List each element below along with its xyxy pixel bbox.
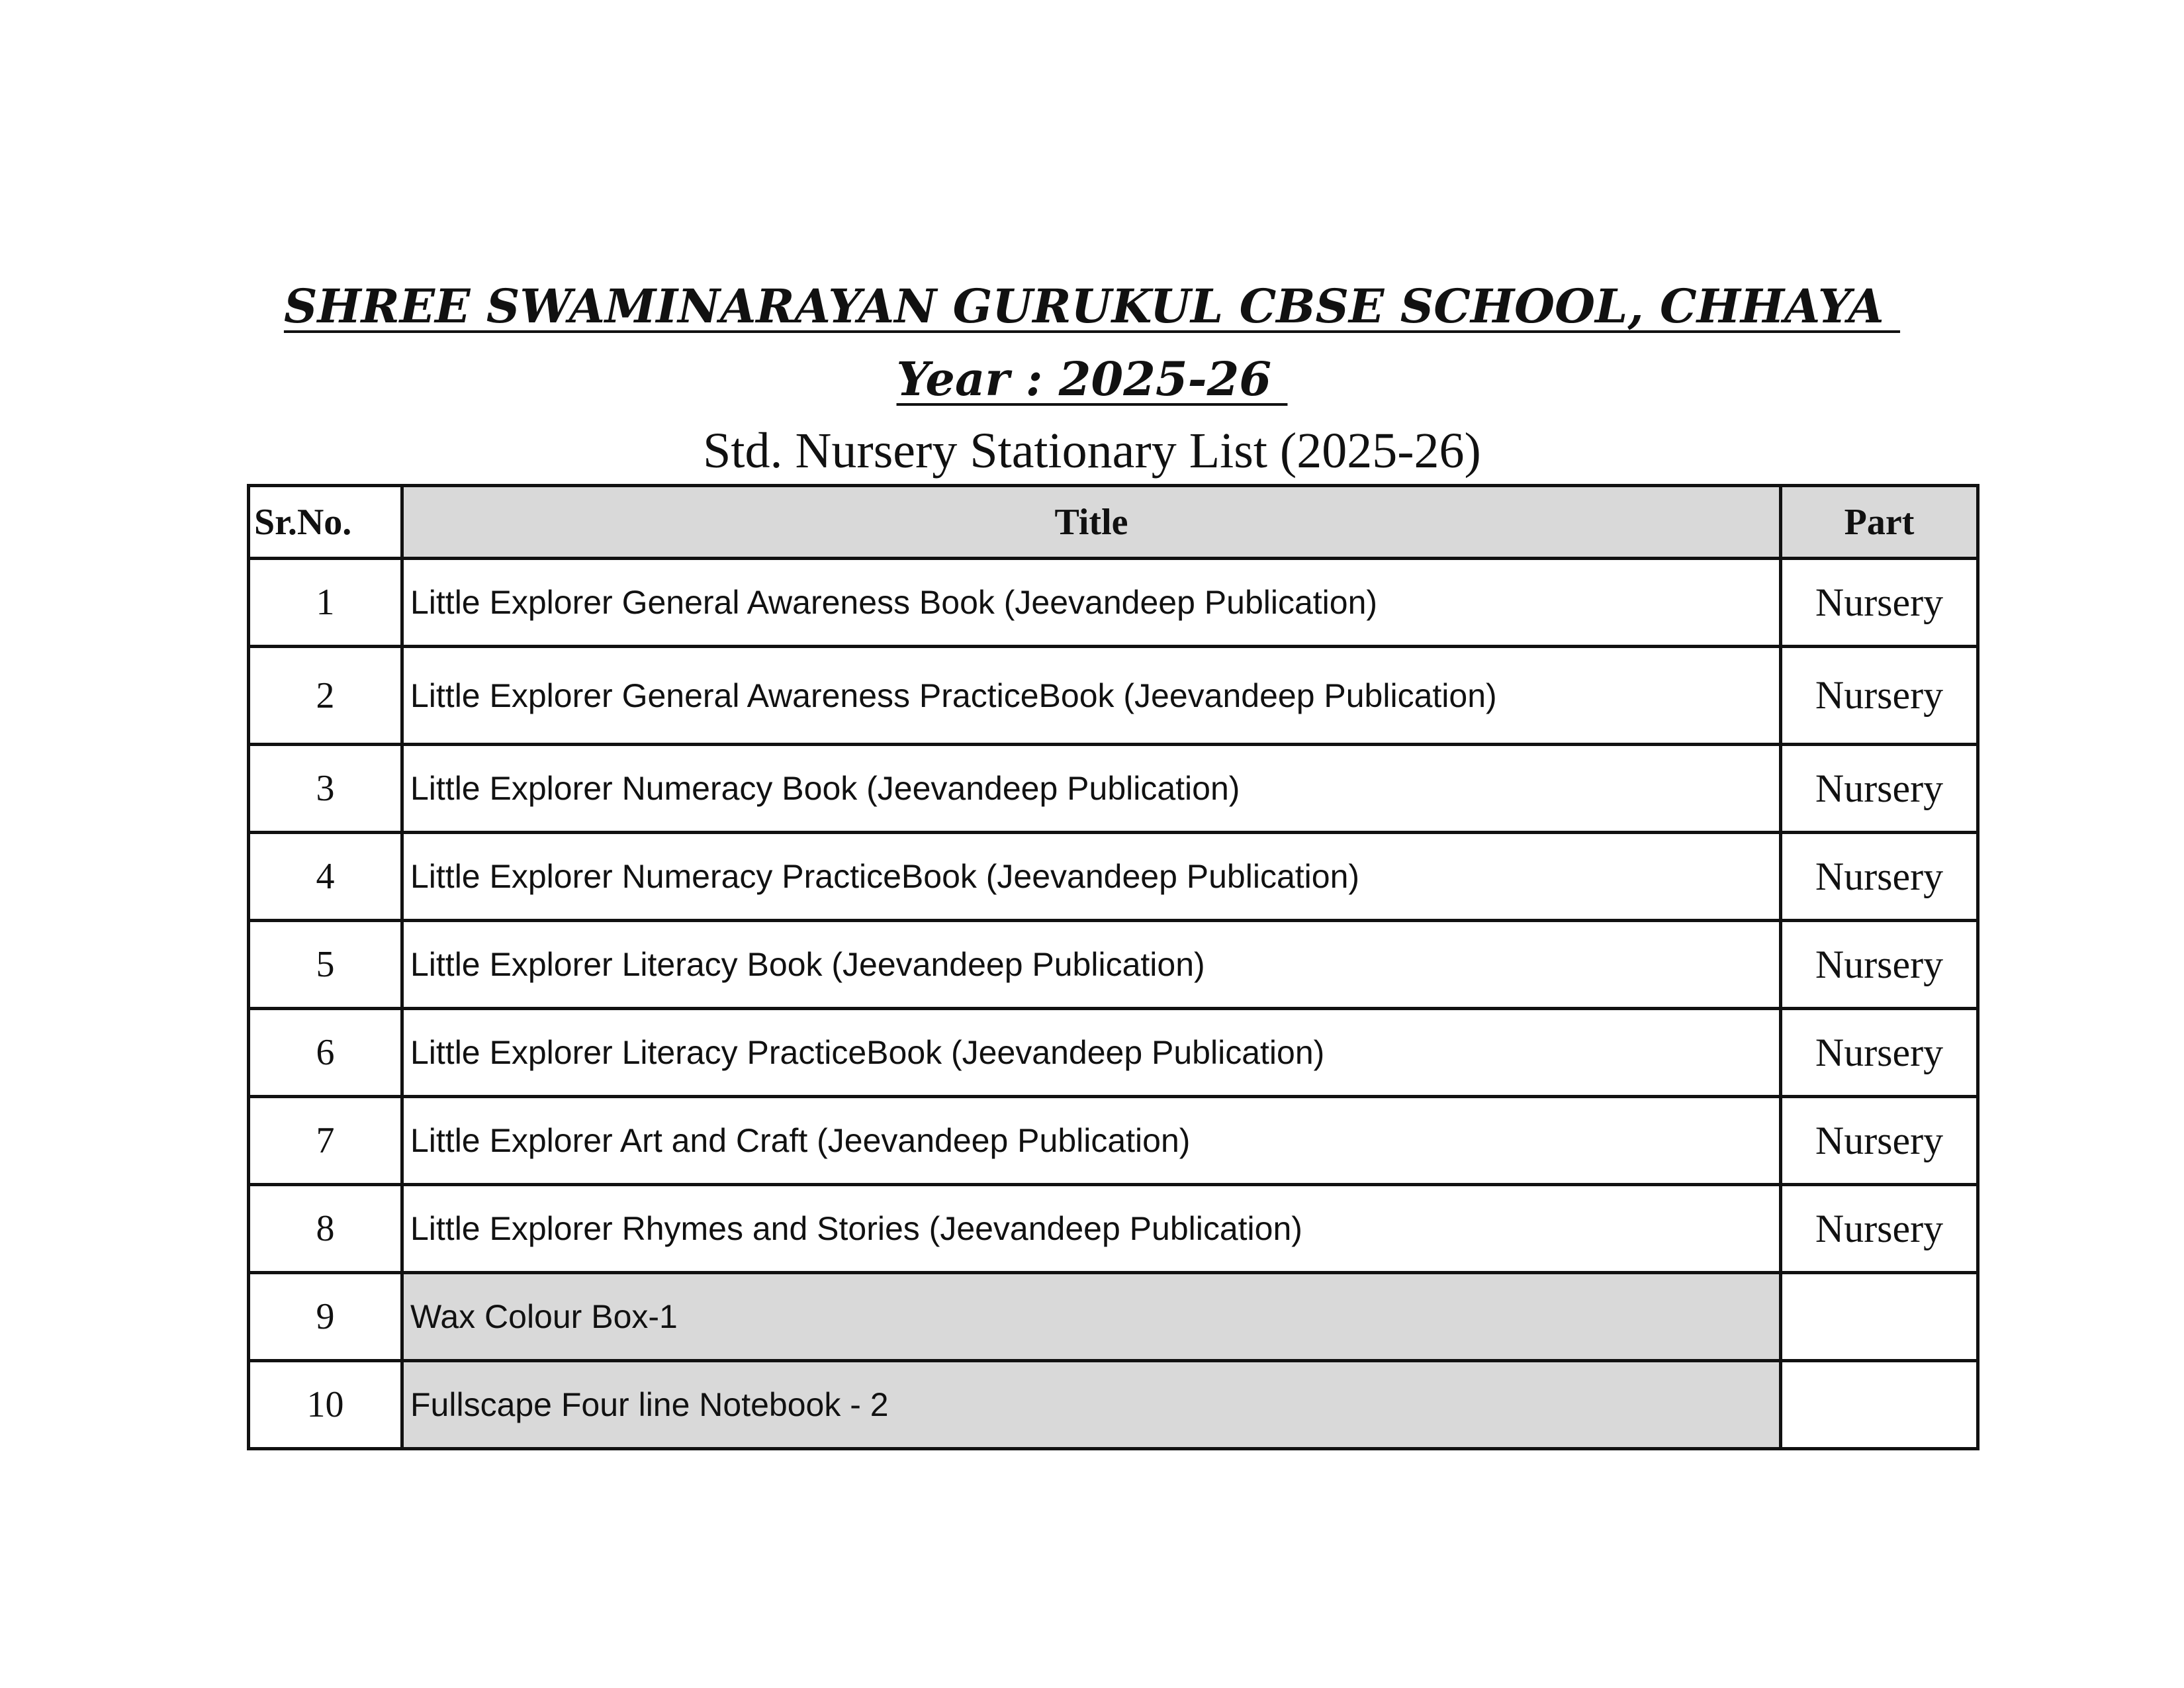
table-row bbox=[249, 1361, 1978, 1449]
row-title: Little Explorer General Awareness PracticeBook (Jeevandeep Publication) bbox=[402, 647, 1781, 745]
row-title: Fullscape Four line Notebook - 2 bbox=[402, 1361, 1781, 1449]
row-title: Little Explorer Numeracy Book (Jeevandeep Publication) bbox=[402, 745, 1781, 833]
row-title: Little Explorer Literacy Book (Jeevandeep Publication) bbox=[402, 921, 1781, 1009]
row-title: Little Explorer General Awareness Book (Jeevandeep Publication) bbox=[402, 559, 1781, 647]
row-sr-no: 1 bbox=[249, 559, 402, 647]
column-header-part: Part bbox=[1781, 486, 1978, 559]
row-sr-no: 2 bbox=[249, 647, 402, 745]
row-title: Little Explorer Rhymes and Stories (Jeevandeep Publication) bbox=[402, 1185, 1781, 1273]
table-row bbox=[249, 647, 1978, 745]
table-row bbox=[249, 745, 1978, 833]
row-part: Nursery bbox=[1781, 647, 1978, 745]
table-row bbox=[249, 1273, 1978, 1361]
row-part: Nursery bbox=[1781, 559, 1978, 647]
row-sr-no: 6 bbox=[249, 1009, 402, 1097]
table-row bbox=[249, 559, 1978, 647]
table-row bbox=[249, 1009, 1978, 1097]
row-sr-no: 5 bbox=[249, 921, 402, 1009]
row-part: Nursery bbox=[1781, 1009, 1978, 1097]
table-row bbox=[249, 833, 1978, 921]
row-title: Little Explorer Art and Craft (Jeevandeep Publication) bbox=[402, 1097, 1781, 1185]
row-part: Nursery bbox=[1781, 921, 1978, 1009]
table-row bbox=[249, 921, 1978, 1009]
row-part: Nursery bbox=[1781, 1185, 1978, 1273]
column-header-sr-no: Sr.No. bbox=[249, 486, 402, 559]
year-text: Year : 2025-26 bbox=[896, 352, 1288, 406]
school-name-heading bbox=[0, 277, 2184, 336]
column-header-title: Title bbox=[402, 486, 1781, 559]
school-name-text: SHREE SWAMINARAYAN GURUKUL CBSE SCHOOL, CHHAYA bbox=[283, 279, 1901, 334]
row-sr-no: 7 bbox=[249, 1097, 402, 1185]
stationery-table bbox=[247, 484, 1979, 1450]
row-sr-no: 8 bbox=[249, 1185, 402, 1273]
table-row bbox=[249, 1097, 1978, 1185]
row-sr-no: 9 bbox=[249, 1273, 402, 1361]
table-row bbox=[249, 1185, 1978, 1273]
row-title: Little Explorer Literacy PracticeBook (Jeevandeep Publication) bbox=[402, 1009, 1781, 1097]
row-part bbox=[1781, 1273, 1978, 1361]
row-part: Nursery bbox=[1781, 745, 1978, 833]
row-sr-no: 3 bbox=[249, 745, 402, 833]
row-part bbox=[1781, 1361, 1978, 1449]
table-header-row bbox=[249, 486, 1978, 559]
row-part: Nursery bbox=[1781, 833, 1978, 921]
year-heading bbox=[0, 350, 2184, 409]
row-title: Wax Colour Box-1 bbox=[402, 1273, 1781, 1361]
row-sr-no: 10 bbox=[249, 1361, 402, 1449]
row-title: Little Explorer Numeracy PracticeBook (Jeevandeep Publication) bbox=[402, 833, 1781, 921]
row-part: Nursery bbox=[1781, 1097, 1978, 1185]
row-sr-no: 4 bbox=[249, 833, 402, 921]
list-title: Std. Nursery Stationary List (2025-26) bbox=[703, 423, 1481, 479]
